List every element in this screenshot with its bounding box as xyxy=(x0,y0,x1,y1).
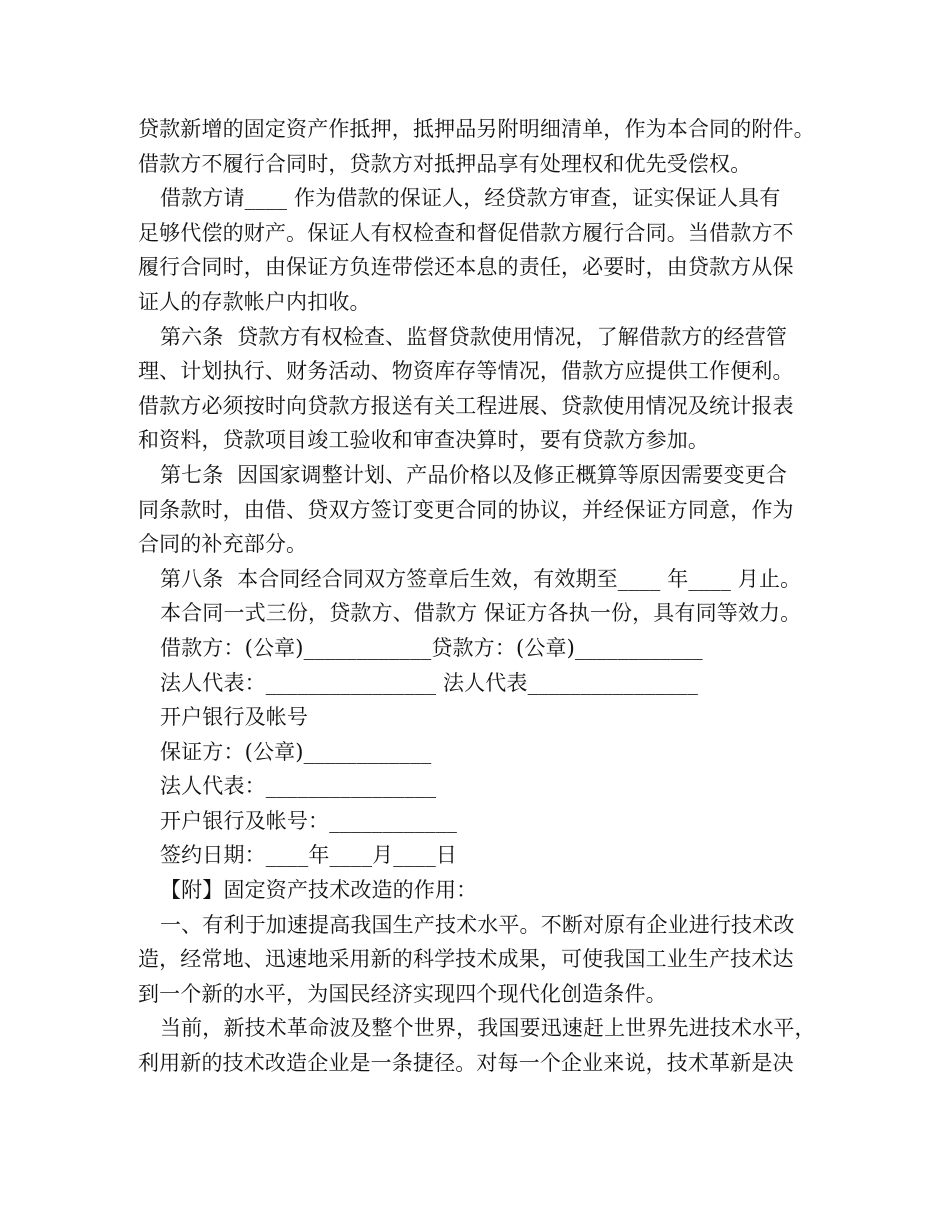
text-line: 利用新的技术改造企业是一条捷径。对每一个企业来说，技术革新是决 xyxy=(138,1051,794,1076)
text-line: 到一个新的水平，为国民经济实现四个现代化创造条件。 xyxy=(138,981,667,1006)
text-line: 履行合同时，由保证方负连带偿还本息的责任，必要时，由贷款方从保 xyxy=(138,255,794,280)
text-line: 借款方不履行合同时，贷款方对抵押品享有处理权和优先受偿权。 xyxy=(138,151,752,176)
text-line: 同条款时，由借、贷双方签订变更合同的协议，并经保证方同意，作为 xyxy=(138,497,794,522)
text-line: 理、计划执行、财务活动、物资库存等情况，借款方应提供工作便利。 xyxy=(138,359,794,384)
text-line: 造，经常地、迅速地采用新的科学技术成果，可使我国工业生产技术达 xyxy=(138,947,794,972)
signature-guarantor: 保证方：(公章)____________ xyxy=(160,739,432,764)
text-line: 和资料，贷款项目竣工验收和审查决算时，要有贷款方参加。 xyxy=(138,428,710,453)
article-seven: 第七条 因国家调整计划、产品价格以及修正概算等原因需要变更合 xyxy=(160,462,787,487)
article-six: 第六条 贷款方有权检查、监督贷款使用情况，了解借款方的经营管 xyxy=(160,324,787,349)
text-line: 一、有利于加速提高我国生产技术水平。不断对原有企业进行技术改 xyxy=(160,912,795,937)
text-line: 当前，新技术革命波及整个世界，我国要迅速赶上世界先进技术水平， xyxy=(160,1016,816,1041)
text-line: 本合同一式三份，贷款方、借款方 保证方各执一份，具有同等效力。 xyxy=(160,601,802,626)
text-line: 合同的补充部分。 xyxy=(138,532,308,557)
signature-bank-account: 开户银行及帐号 xyxy=(160,705,309,730)
signing-date: 签约日期：____年____月____日 xyxy=(160,843,457,868)
text-line: 借款方请____ 作为借款的保证人，经贷款方审查，证实保证人具有 xyxy=(160,186,781,211)
article-eight: 第八条 本合同经合同双方签章后生效，有效期至____ 年____ 月止。 xyxy=(160,566,802,591)
document-body xyxy=(138,112,828,1081)
signature-guarantor-bank: 开户银行及帐号：____________ xyxy=(160,808,457,833)
text-line: 贷款新增的固定资产作抵押，抵押品另附明细清单，作为本合同的附件。 xyxy=(138,117,815,141)
signature-legal-reps: 法人代表：________________ 法人代表________________ xyxy=(160,670,698,695)
signature-guarantor-rep: 法人代表：________________ xyxy=(160,774,437,799)
text-line: 借款方必须按时向贷款方报送有关工程进展、贷款使用情况及统计报表 xyxy=(138,393,794,418)
text-line: 足够代偿的财产。保证人有权检查和督促借款方履行合同。当借款方不 xyxy=(138,220,794,245)
text-line: 证人的存款帐户内扣收。 xyxy=(138,289,371,314)
signature-borrower-lender: 借款方：(公章)____________贷款方：(公章)____________ xyxy=(160,635,703,660)
appendix-heading: 【附】固定资产技术改造的作用： xyxy=(160,878,478,903)
